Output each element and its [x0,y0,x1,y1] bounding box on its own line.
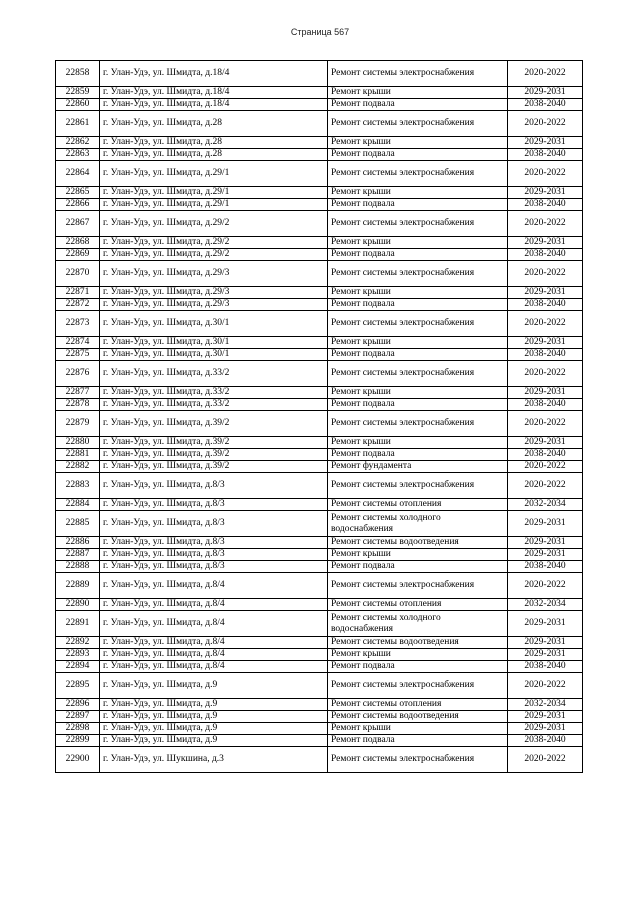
row-number: 22889 [56,573,100,599]
table-row [56,149,583,161]
work-type-cell: Ремонт системы электроснабжения [328,747,508,773]
address-cell: г. Улан-Удэ, ул. Шмидта, д.8/3 [100,473,328,499]
row-number: 22886 [56,537,100,549]
row-number: 22876 [56,361,100,387]
table-row [56,711,583,723]
address-cell: г. Улан-Удэ, ул. Шмидта, д.8/3 [100,537,328,549]
table-row [56,611,583,637]
row-number: 22868 [56,237,100,249]
table-row [56,449,583,461]
work-type-cell: Ремонт подвала [328,661,508,673]
row-number: 22887 [56,549,100,561]
row-number: 22885 [56,511,100,537]
work-type-cell: Ремонт системы электроснабжения [328,211,508,237]
work-type-cell: Ремонт системы холодного водоснабжения [328,611,508,637]
period-cell: 2029-2031 [508,337,583,349]
period-cell: 2029-2031 [508,387,583,399]
row-number: 22881 [56,449,100,461]
row-number: 22874 [56,337,100,349]
address-cell: г. Улан-Удэ, ул. Шмидта, д.33/2 [100,387,328,399]
period-cell: 2029-2031 [508,537,583,549]
table-row [56,699,583,711]
address-cell: г. Улан-Удэ, ул. Шмидта, д.28 [100,137,328,149]
work-type-cell: Ремонт системы электроснабжения [328,161,508,187]
table-row [56,461,583,473]
period-cell: 2020-2022 [508,361,583,387]
row-number: 22900 [56,747,100,773]
row-number: 22879 [56,411,100,437]
row-number: 22864 [56,161,100,187]
period-cell: 2029-2031 [508,287,583,299]
table-row [56,111,583,137]
work-type-cell: Ремонт крыши [328,337,508,349]
table-row [56,387,583,399]
work-type-cell: Ремонт крыши [328,549,508,561]
address-cell: г. Улан-Удэ, ул. Шмидта, д.39/2 [100,461,328,473]
period-cell: 2029-2031 [508,237,583,249]
work-type-cell: Ремонт системы электроснабжения [328,61,508,87]
address-cell: г. Улан-Удэ, ул. Шмидта, д.29/2 [100,249,328,261]
address-cell: г. Улан-Удэ, ул. Шмидта, д.8/3 [100,499,328,511]
table-row [56,649,583,661]
address-cell: г. Улан-Удэ, ул. Шмидта, д.30/1 [100,337,328,349]
address-cell: г. Улан-Удэ, ул. Шмидта, д.8/3 [100,549,328,561]
period-cell: 2020-2022 [508,747,583,773]
table-row [56,87,583,99]
period-cell: 2020-2022 [508,161,583,187]
address-cell: г. Улан-Удэ, ул. Шмидта, д.29/3 [100,287,328,299]
table-row [56,499,583,511]
address-cell: г. Улан-Удэ, ул. Шмидта, д.9 [100,711,328,723]
address-cell: г. Улан-Удэ, ул. Шмидта, д.39/2 [100,449,328,461]
table-row [56,249,583,261]
work-type-cell: Ремонт подвала [328,735,508,747]
period-cell: 2029-2031 [508,437,583,449]
address-cell: г. Улан-Удэ, ул. Шмидта, д.18/4 [100,99,328,111]
address-cell: г. Улан-Удэ, ул. Шмидта, д.29/1 [100,161,328,187]
work-type-cell: Ремонт системы отопления [328,699,508,711]
address-cell: г. Улан-Удэ, ул. Шмидта, д.30/1 [100,311,328,337]
table-body [56,61,583,773]
period-cell: 2029-2031 [508,137,583,149]
work-type-cell: Ремонт системы электроснабжения [328,411,508,437]
period-cell: 2020-2022 [508,573,583,599]
row-number: 22883 [56,473,100,499]
work-type-cell: Ремонт фундамента [328,461,508,473]
work-type-cell: Ремонт системы электроснабжения [328,311,508,337]
table-row [56,511,583,537]
work-type-cell: Ремонт подвала [328,399,508,411]
address-cell: г. Улан-Удэ, ул. Шмидта, д.9 [100,699,328,711]
row-number: 22858 [56,61,100,87]
address-cell: г. Улан-Удэ, ул. Шмидта, д.33/2 [100,399,328,411]
period-cell: 2029-2031 [508,723,583,735]
work-type-cell: Ремонт подвала [328,299,508,311]
table-row [56,599,583,611]
table-row [56,349,583,361]
work-type-cell: Ремонт крыши [328,187,508,199]
row-number: 22860 [56,99,100,111]
table-row [56,237,583,249]
row-number: 22867 [56,211,100,237]
row-number: 22898 [56,723,100,735]
address-cell: г. Улан-Удэ, ул. Шмидта, д.29/3 [100,261,328,287]
address-cell: г. Улан-Удэ, ул. Шукшина, д.3 [100,747,328,773]
repair-schedule-table [55,60,583,773]
work-type-cell: Ремонт крыши [328,387,508,399]
period-cell: 2038-2040 [508,735,583,747]
work-type-cell: Ремонт системы электроснабжения [328,573,508,599]
address-cell: г. Улан-Удэ, ул. Шмидта, д.29/3 [100,299,328,311]
row-number: 22895 [56,673,100,699]
table-row [56,673,583,699]
row-number: 22873 [56,311,100,337]
table-row [56,361,583,387]
work-type-cell: Ремонт подвала [328,99,508,111]
row-number: 22869 [56,249,100,261]
row-number: 22893 [56,649,100,661]
row-number: 22891 [56,611,100,637]
work-type-cell: Ремонт крыши [328,287,508,299]
work-type-cell: Ремонт системы холодного водоснабжения [328,511,508,537]
period-cell: 2020-2022 [508,673,583,699]
table-row [56,211,583,237]
row-number: 22877 [56,387,100,399]
table-row [56,573,583,599]
period-cell: 2038-2040 [508,299,583,311]
period-cell: 2038-2040 [508,449,583,461]
address-cell: г. Улан-Удэ, ул. Шмидта, д.9 [100,673,328,699]
work-type-cell: Ремонт крыши [328,87,508,99]
work-type-cell: Ремонт крыши [328,723,508,735]
period-cell: 2032-2034 [508,499,583,511]
row-number: 22884 [56,499,100,511]
period-cell: 2020-2022 [508,261,583,287]
work-type-cell: Ремонт системы водоотведения [328,537,508,549]
row-number: 22880 [56,437,100,449]
work-type-cell: Ремонт системы электроснабжения [328,473,508,499]
address-cell: г. Улан-Удэ, ул. Шмидта, д.8/3 [100,511,328,537]
work-type-cell: Ремонт системы электроснабжения [328,261,508,287]
table-row [56,473,583,499]
work-type-cell: Ремонт подвала [328,149,508,161]
address-cell: г. Улан-Удэ, ул. Шмидта, д.33/2 [100,361,328,387]
period-cell: 2038-2040 [508,661,583,673]
table-row [56,137,583,149]
address-cell: г. Улан-Удэ, ул. Шмидта, д.39/2 [100,437,328,449]
table-row [56,99,583,111]
period-cell: 2029-2031 [508,611,583,637]
table-row [56,311,583,337]
period-cell: 2038-2040 [508,399,583,411]
row-number: 22888 [56,561,100,573]
period-cell: 2029-2031 [508,511,583,537]
row-number: 22870 [56,261,100,287]
address-cell: г. Улан-Удэ, ул. Шмидта, д.8/4 [100,661,328,673]
table-row [56,549,583,561]
address-cell: г. Улан-Удэ, ул. Шмидта, д.8/4 [100,611,328,637]
period-cell: 2020-2022 [508,461,583,473]
address-cell: г. Улан-Удэ, ул. Шмидта, д.8/4 [100,573,328,599]
row-number: 22878 [56,399,100,411]
address-cell: г. Улан-Удэ, ул. Шмидта, д.18/4 [100,87,328,99]
address-cell: г. Улан-Удэ, ул. Шмидта, д.8/4 [100,637,328,649]
address-cell: г. Улан-Удэ, ул. Шмидта, д.28 [100,149,328,161]
address-cell: г. Улан-Удэ, ул. Шмидта, д.18/4 [100,61,328,87]
address-cell: г. Улан-Удэ, ул. Шмидта, д.29/1 [100,187,328,199]
work-type-cell: Ремонт системы водоотведения [328,711,508,723]
period-cell: 2020-2022 [508,211,583,237]
period-cell: 2038-2040 [508,349,583,361]
address-cell: г. Улан-Удэ, ул. Шмидта, д.30/1 [100,349,328,361]
table-row [56,537,583,549]
table-row [56,261,583,287]
table-row [56,723,583,735]
row-number: 22882 [56,461,100,473]
work-type-cell: Ремонт подвала [328,249,508,261]
row-number: 22896 [56,699,100,711]
work-type-cell: Ремонт системы электроснабжения [328,111,508,137]
table-row [56,299,583,311]
row-number: 22894 [56,661,100,673]
period-cell: 2038-2040 [508,561,583,573]
table-row [56,411,583,437]
work-type-cell: Ремонт подвала [328,349,508,361]
period-cell: 2020-2022 [508,473,583,499]
address-cell: г. Улан-Удэ, ул. Шмидта, д.28 [100,111,328,137]
row-number: 22862 [56,137,100,149]
period-cell: 2029-2031 [508,649,583,661]
address-cell: г. Улан-Удэ, ул. Шмидта, д.29/2 [100,211,328,237]
period-cell: 2038-2040 [508,199,583,211]
row-number: 22859 [56,87,100,99]
page-number-header: Страница 567 [290,27,350,37]
work-type-cell: Ремонт системы электроснабжения [328,673,508,699]
period-cell: 2029-2031 [508,549,583,561]
work-type-cell: Ремонт подвала [328,199,508,211]
address-cell: г. Улан-Удэ, ул. Шмидта, д.29/2 [100,237,328,249]
period-cell: 2032-2034 [508,599,583,611]
work-type-cell: Ремонт подвала [328,449,508,461]
table-row [56,161,583,187]
row-number: 22861 [56,111,100,137]
work-type-cell: Ремонт крыши [328,649,508,661]
row-number: 22863 [56,149,100,161]
address-cell: г. Улан-Удэ, ул. Шмидта, д.8/4 [100,599,328,611]
address-cell: г. Улан-Удэ, ул. Шмидта, д.29/1 [100,199,328,211]
table-row [56,199,583,211]
address-cell: г. Улан-Удэ, ул. Шмидта, д.39/2 [100,411,328,437]
table-row [56,437,583,449]
period-cell: 2029-2031 [508,711,583,723]
work-type-cell: Ремонт крыши [328,437,508,449]
period-cell: 2032-2034 [508,699,583,711]
address-cell: г. Улан-Удэ, ул. Шмидта, д.8/3 [100,561,328,573]
address-cell: г. Улан-Удэ, ул. Шмидта, д.8/4 [100,649,328,661]
period-cell: 2020-2022 [508,411,583,437]
work-type-cell: Ремонт крыши [328,237,508,249]
address-cell: г. Улан-Удэ, ул. Шмидта, д.9 [100,723,328,735]
table-row [56,747,583,773]
table-row [56,187,583,199]
table-row [56,337,583,349]
table-row [56,561,583,573]
period-cell: 2020-2022 [508,311,583,337]
table-row [56,637,583,649]
row-number: 22897 [56,711,100,723]
table-row [56,61,583,87]
period-cell: 2020-2022 [508,111,583,137]
address-cell: г. Улан-Удэ, ул. Шмидта, д.9 [100,735,328,747]
row-number: 22866 [56,199,100,211]
period-cell: 2038-2040 [508,249,583,261]
work-type-cell: Ремонт крыши [328,137,508,149]
work-type-cell: Ремонт системы электроснабжения [328,361,508,387]
period-cell: 2020-2022 [508,61,583,87]
period-cell: 2038-2040 [508,99,583,111]
period-cell: 2038-2040 [508,149,583,161]
row-number: 22872 [56,299,100,311]
work-type-cell: Ремонт системы водоотведения [328,637,508,649]
work-type-cell: Ремонт подвала [328,561,508,573]
work-type-cell: Ремонт системы отопления [328,599,508,611]
row-number: 22871 [56,287,100,299]
period-cell: 2029-2031 [508,637,583,649]
table-row [56,735,583,747]
row-number: 22892 [56,637,100,649]
row-number: 22890 [56,599,100,611]
table-row [56,287,583,299]
work-type-cell: Ремонт системы отопления [328,499,508,511]
period-cell: 2029-2031 [508,187,583,199]
row-number: 22875 [56,349,100,361]
period-cell: 2029-2031 [508,87,583,99]
row-number: 22899 [56,735,100,747]
row-number: 22865 [56,187,100,199]
table-row [56,399,583,411]
table-row [56,661,583,673]
